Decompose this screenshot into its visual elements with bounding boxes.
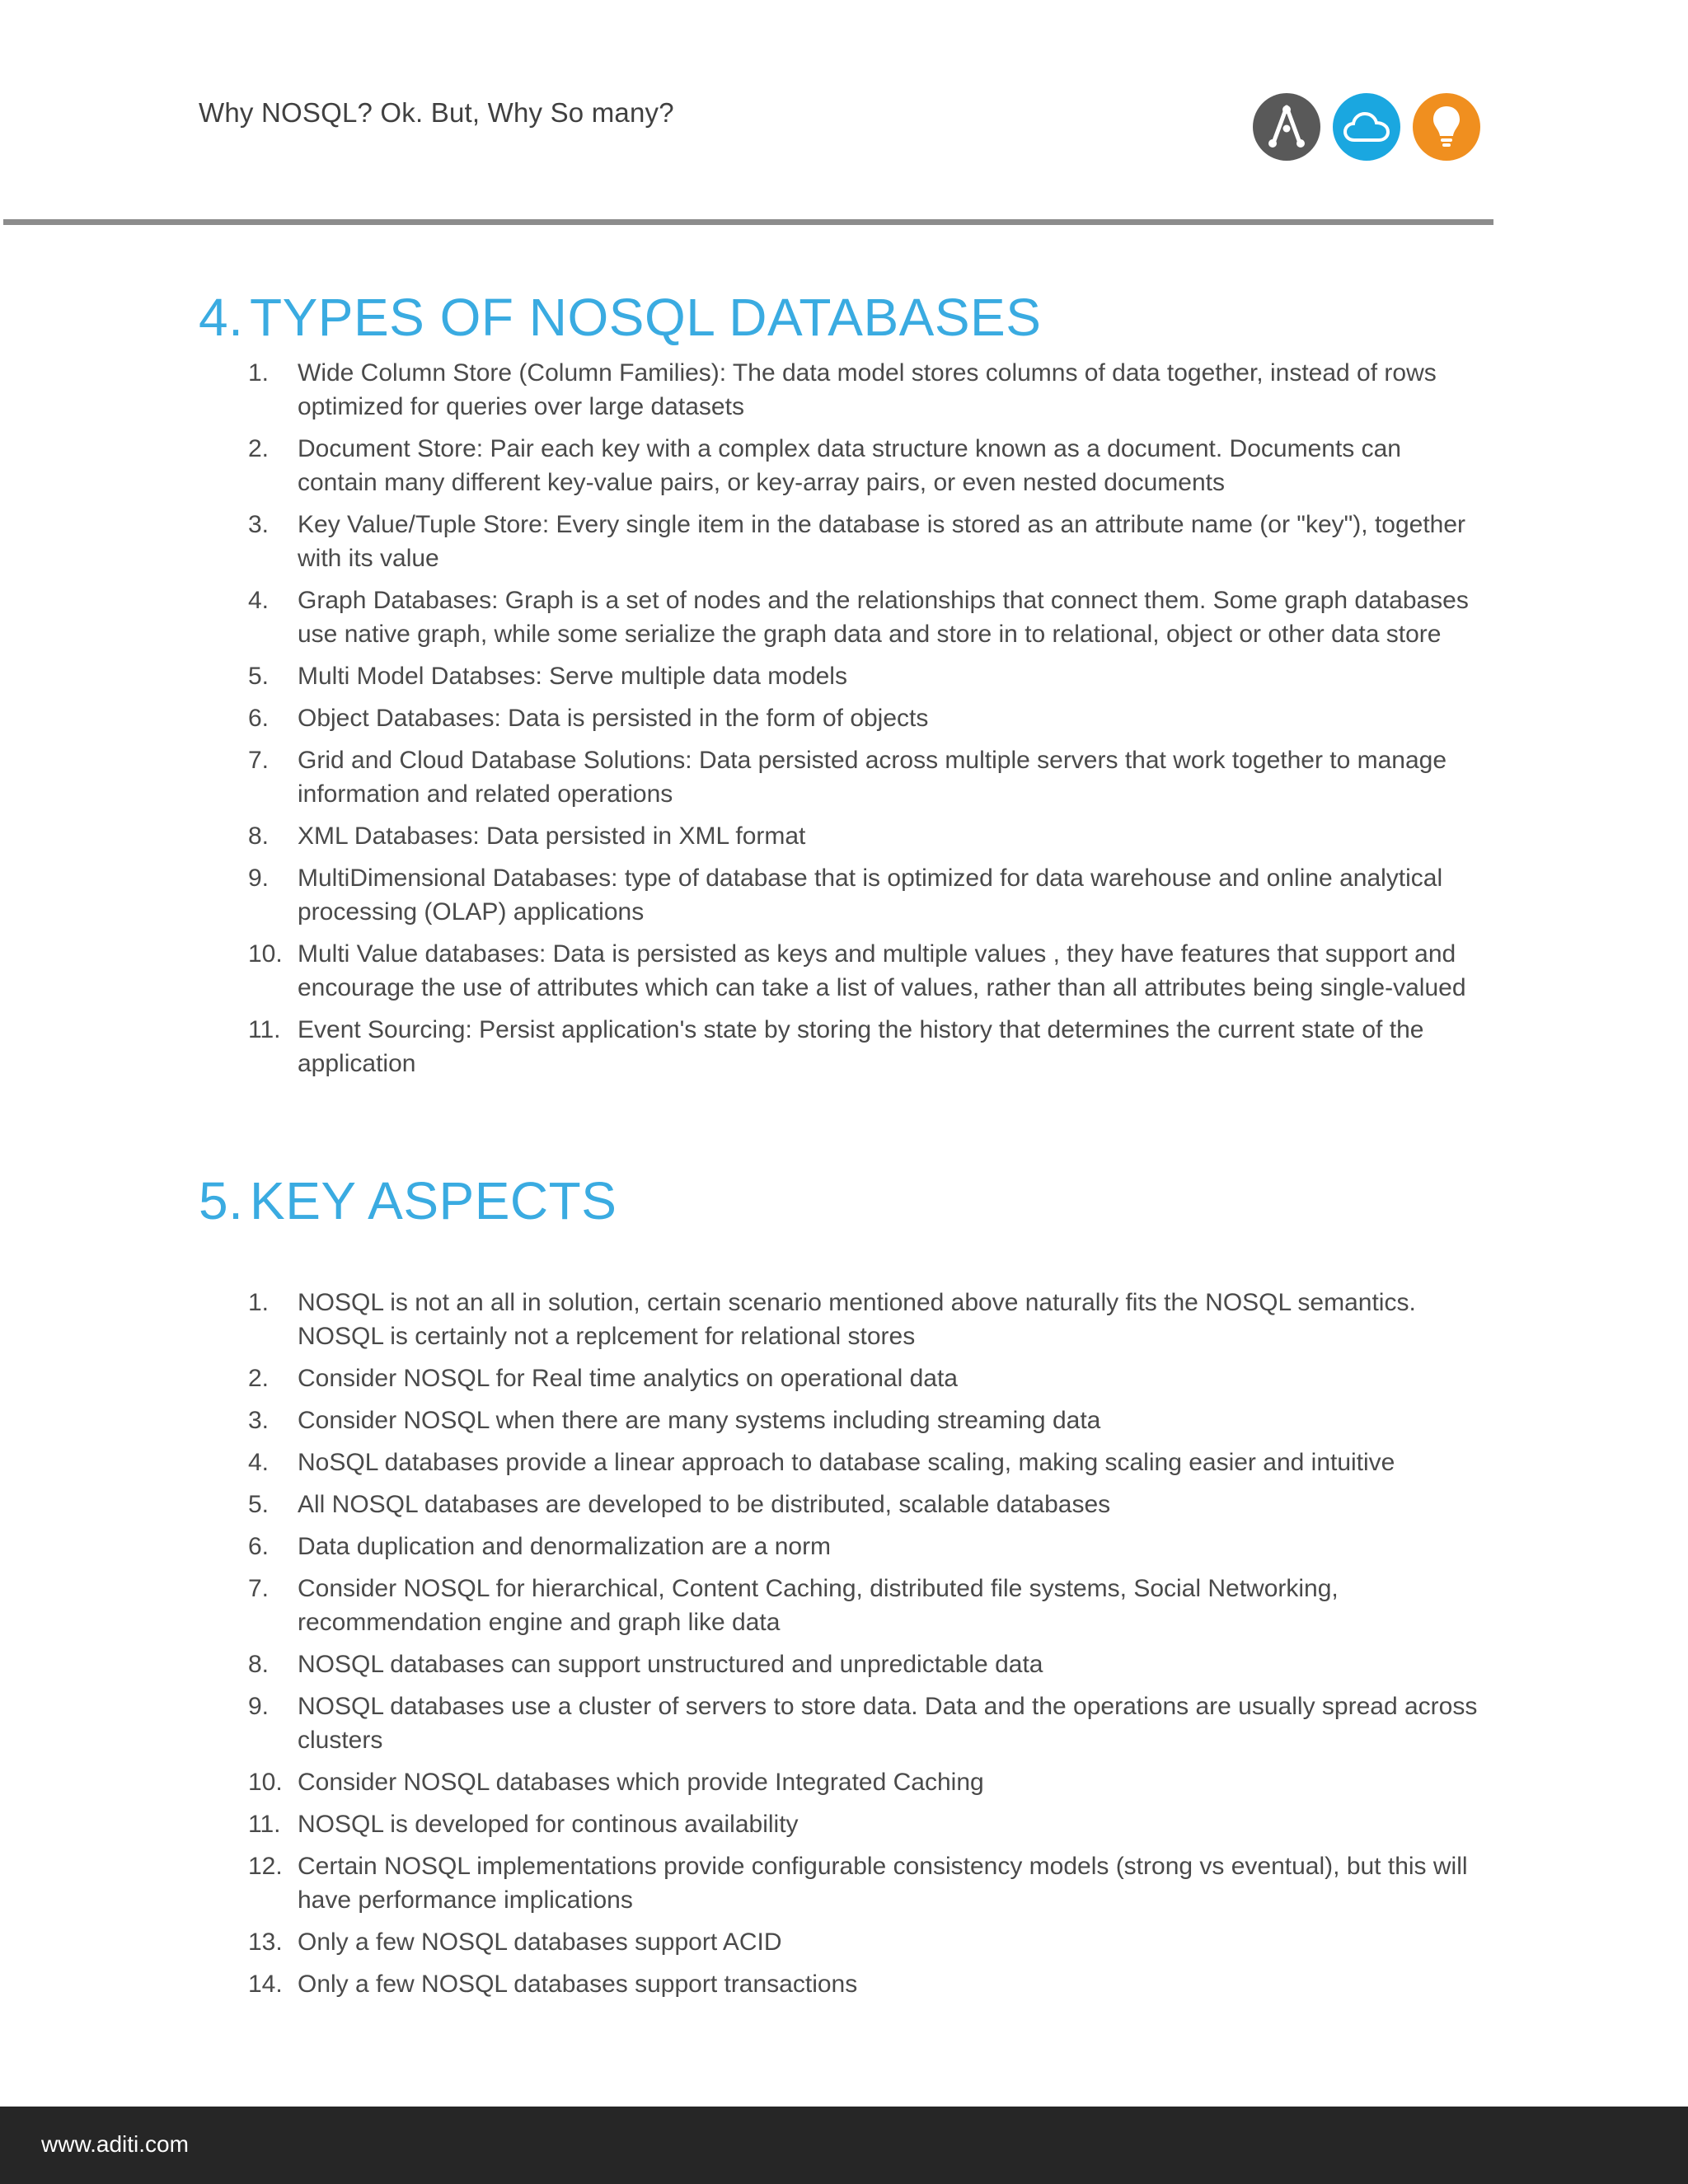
- document-title: Why NOSQL? Ok. But, Why So many?: [199, 97, 674, 128]
- list-item: [199, 1647, 1484, 1681]
- list-item: [199, 659, 1484, 693]
- logo-group: [1253, 93, 1480, 161]
- list-item: [199, 432, 1484, 499]
- list-item: [199, 1690, 1484, 1757]
- item-number: 5.: [248, 1491, 270, 1519]
- list-item: [199, 743, 1484, 811]
- list-item: [199, 1925, 1484, 1959]
- item-text: MultiDimensional Databases: type of database that is optimized for data warehouse and online analytical processing (OLAP) applications: [298, 865, 1443, 926]
- item-number: 10.: [248, 940, 283, 968]
- item-number: 1.: [248, 1289, 270, 1317]
- item-text: Key Value/Tuple Store: Every single item in the database is stored as an attribute name (or "key"), together with its value: [298, 511, 1466, 573]
- item-text: Only a few NOSQL databases support ACID: [298, 1929, 782, 1957]
- item-number: 9.: [248, 1693, 270, 1721]
- cloud-icon: [1333, 93, 1400, 161]
- item-number: 1.: [248, 359, 270, 387]
- section-title: KEY ASPECTS: [250, 1171, 617, 1230]
- section-heading: [199, 288, 1484, 346]
- item-text: Multi Model Databses: Serve multiple data models: [298, 663, 847, 691]
- item-number: 7.: [248, 747, 270, 775]
- item-text: Document Store: Pair each key with a complex data structure known as a document. Documents can contain many different key-value pairs, or key-array pairs, or even nested documents: [298, 435, 1401, 497]
- item-text: NOSQL databases use a cluster of servers to store data. Data and the operations are usually spread across clusters: [298, 1693, 1478, 1755]
- item-text: Grid and Cloud Database Solutions: Data persisted across multiple servers that work together to manage information and related operations: [298, 747, 1447, 808]
- header-divider: [3, 219, 1493, 225]
- item-number: 7.: [248, 1575, 270, 1603]
- item-number: 11.: [248, 1811, 281, 1839]
- item-text: NoSQL databases provide a linear approach to database scaling, making scaling easier and intuitive: [298, 1449, 1395, 1477]
- item-text: NOSQL databases can support unstructured and unpredictable data: [298, 1651, 1043, 1679]
- item-number: 12.: [248, 1853, 283, 1881]
- list-item: [199, 583, 1484, 651]
- item-number: 2.: [248, 1365, 270, 1393]
- item-text: NOSQL is developed for continous availability: [298, 1811, 799, 1839]
- section-number: 4.: [199, 288, 244, 347]
- list-item: [199, 1361, 1484, 1395]
- list-item: [199, 1286, 1484, 1353]
- item-text: Certain NOSQL implementations provide configurable consistency models (strong vs eventual), but this will have performance implications: [298, 1853, 1468, 1915]
- item-number: 4.: [248, 1449, 270, 1477]
- list-item: [199, 1530, 1484, 1563]
- list-item: [199, 937, 1484, 1005]
- item-number: 8.: [248, 1651, 270, 1679]
- item-number: 10.: [248, 1769, 283, 1797]
- item-text: All NOSQL databases are developed to be distributed, scalable databases: [298, 1491, 1111, 1519]
- item-number: 4.: [248, 587, 270, 615]
- list-item: [199, 356, 1484, 424]
- list-item: [199, 1446, 1484, 1479]
- item-text: Object Databases: Data is persisted in the form of objects: [298, 705, 929, 733]
- item-text: Only a few NOSQL databases support transactions: [298, 1971, 858, 1999]
- page-header: [0, 0, 1688, 231]
- list-item: [199, 819, 1484, 853]
- list-item: [199, 1013, 1484, 1080]
- item-text: Wide Column Store (Column Families): The data model stores columns of data together, instead of rows optimized for queries over large datasets: [298, 359, 1437, 421]
- list-item: [199, 1488, 1484, 1521]
- list-item: [199, 1765, 1484, 1799]
- item-text: Consider NOSQL for hierarchical, Content Caching, distributed file systems, Social Networking, recommendation engine and graph like data: [298, 1575, 1339, 1637]
- a-letter-icon: [1253, 93, 1320, 161]
- aspects-list: [199, 1286, 1484, 2001]
- list-item: [199, 861, 1484, 929]
- section-number: 5.: [199, 1171, 244, 1230]
- item-number: 6.: [248, 705, 270, 733]
- list-item: [199, 1807, 1484, 1841]
- list-item: [199, 1404, 1484, 1437]
- item-text: Graph Databases: Graph is a set of nodes and the relationships that connect them. Some graph databases use native graph, while some serialize the graph data and store in to relational, object or other data store: [298, 587, 1469, 649]
- section-types-of-nosql: [199, 288, 1484, 1089]
- item-number: 11.: [248, 1016, 281, 1044]
- list-item: [199, 1967, 1484, 2001]
- item-text: NOSQL is not an all in solution, certain scenario mentioned above naturally fits the NOSQL semantics. NOSQL is certainly not a replcement for relational stores: [298, 1289, 1416, 1351]
- item-text: Multi Value databases: Data is persisted as keys and multiple values , they have features that support and encourage the use of attributes which can take a list of values, rather than all attributes being single-valued: [298, 940, 1466, 1002]
- lightbulb-icon: [1413, 93, 1480, 161]
- list-item: [199, 1849, 1484, 1917]
- list-item: [199, 701, 1484, 735]
- list-item: [199, 508, 1484, 575]
- footer-website-link[interactable]: www.aditi.com: [41, 2131, 189, 2157]
- item-text: Event Sourcing: Persist application's state by storing the history that determines the current state of the application: [298, 1016, 1424, 1078]
- item-number: 14.: [248, 1971, 283, 1999]
- section-heading: [199, 1172, 1484, 1230]
- item-number: 6.: [248, 1533, 270, 1561]
- types-list: [199, 356, 1484, 1080]
- item-number: 9.: [248, 865, 270, 893]
- item-text: Data duplication and denormalization are a norm: [298, 1533, 832, 1561]
- page-footer: [0, 2107, 1688, 2184]
- item-text: Consider NOSQL for Real time analytics on operational data: [298, 1365, 958, 1393]
- list-item: [199, 1572, 1484, 1639]
- item-number: 3.: [248, 511, 270, 539]
- item-text: Consider NOSQL when there are many systems including streaming data: [298, 1407, 1101, 1435]
- item-text: Consider NOSQL databases which provide Integrated Caching: [298, 1769, 984, 1797]
- item-number: 13.: [248, 1929, 283, 1957]
- item-number: 5.: [248, 663, 270, 691]
- item-number: 8.: [248, 823, 270, 851]
- section-title: TYPES OF NOSQL DATABASES: [250, 288, 1042, 347]
- item-number: 3.: [248, 1407, 270, 1435]
- item-text: XML Databases: Data persisted in XML format: [298, 823, 806, 851]
- item-number: 2.: [248, 435, 270, 463]
- section-key-aspects: [199, 1172, 1484, 2009]
